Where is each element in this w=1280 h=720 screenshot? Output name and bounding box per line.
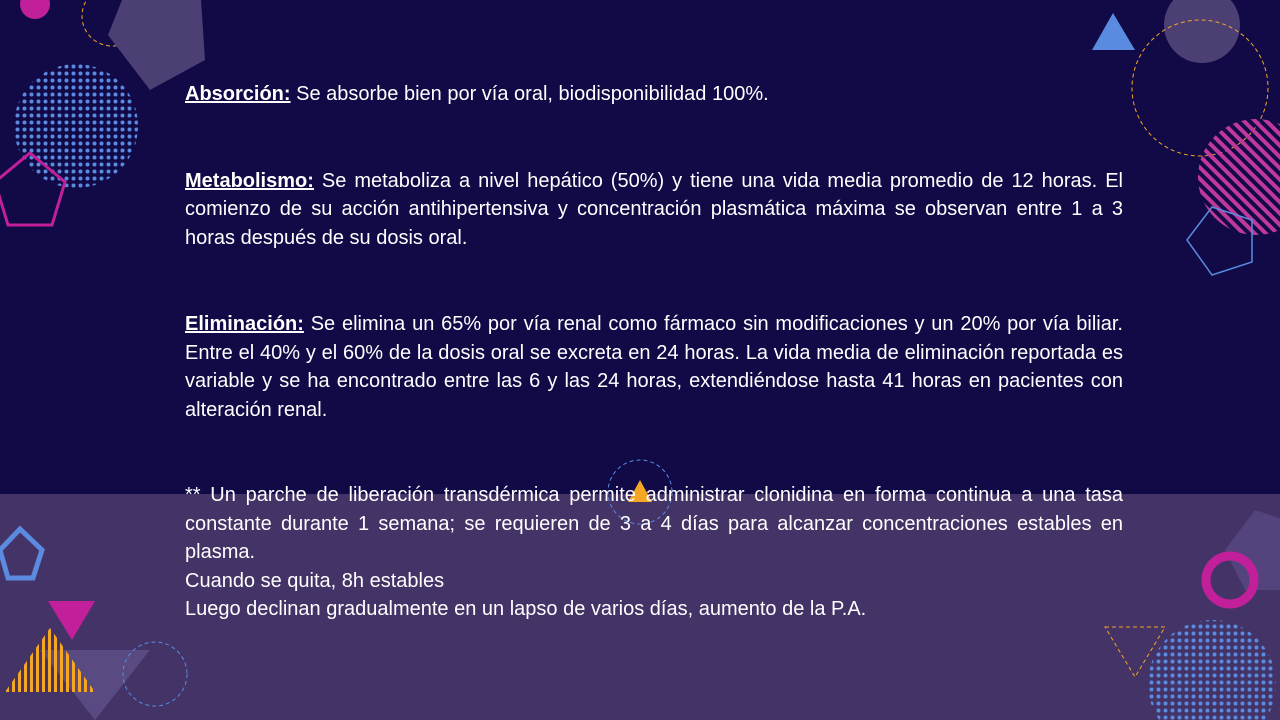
blue-triangle-shape [1092, 13, 1135, 50]
metabolismo-term: Metabolismo: [185, 169, 314, 192]
striped-circle-shape [1198, 119, 1280, 235]
metabolismo-paragraph [185, 167, 1123, 253]
nota-line-3: Luego declinan gradualmente en un lapso de varios días, aumento de la P.A. [185, 598, 867, 620]
pentagon-shape [108, 0, 205, 90]
nota-paragraph: ** Un parche de liberación transdérmica permite administrar clonidina en forma continua a una tasa constante durante 1 semana; se requieren de 3 a 4 días para alcanzar concentraciones estables en plasma. [185, 484, 1123, 563]
eliminacion-text: Se elimina un 65% por vía renal como fármaco sin modificaciones y un 20% por vía biliar. Entre el 40% y el 60% de la dosis oral se excreta en 24 horas. La vida media de eliminación reportada es variable y se ha encontrado entre las 6 y las 24 horas, extendiéndose hasta 41 horas en pacientes con alteración renal. [185, 313, 1123, 421]
nota-line-2: Cuando se quita, 8h estables [185, 569, 445, 592]
dotted-circle-shape [1148, 620, 1276, 720]
absorcion-term: Absorción: [185, 83, 291, 105]
absorcion-paragraph [185, 80, 1123, 109]
dotted-circle-shape [14, 64, 138, 188]
metabolismo-text: Se metaboliza a nivel hepático (50%) y tiene una vida media promedio de 12 horas. El comienzo de su acción antihipertensiva y concentración plasmática máxima se observan entre 1 a 3 horas después de su dosis oral. [185, 169, 1123, 249]
slide-content [185, 80, 1123, 624]
eliminacion-paragraph [185, 310, 1123, 424]
eliminacion-term: Eliminación: [185, 313, 304, 335]
gray-circle-shape [1164, 0, 1240, 63]
absorcion-text: Se absorbe bien por vía oral, biodisponibilidad 100%. [290, 83, 769, 105]
magenta-triangle-shape [48, 601, 95, 640]
magenta-dot-shape [20, 0, 50, 19]
pentagon-outline-shape [0, 529, 42, 578]
